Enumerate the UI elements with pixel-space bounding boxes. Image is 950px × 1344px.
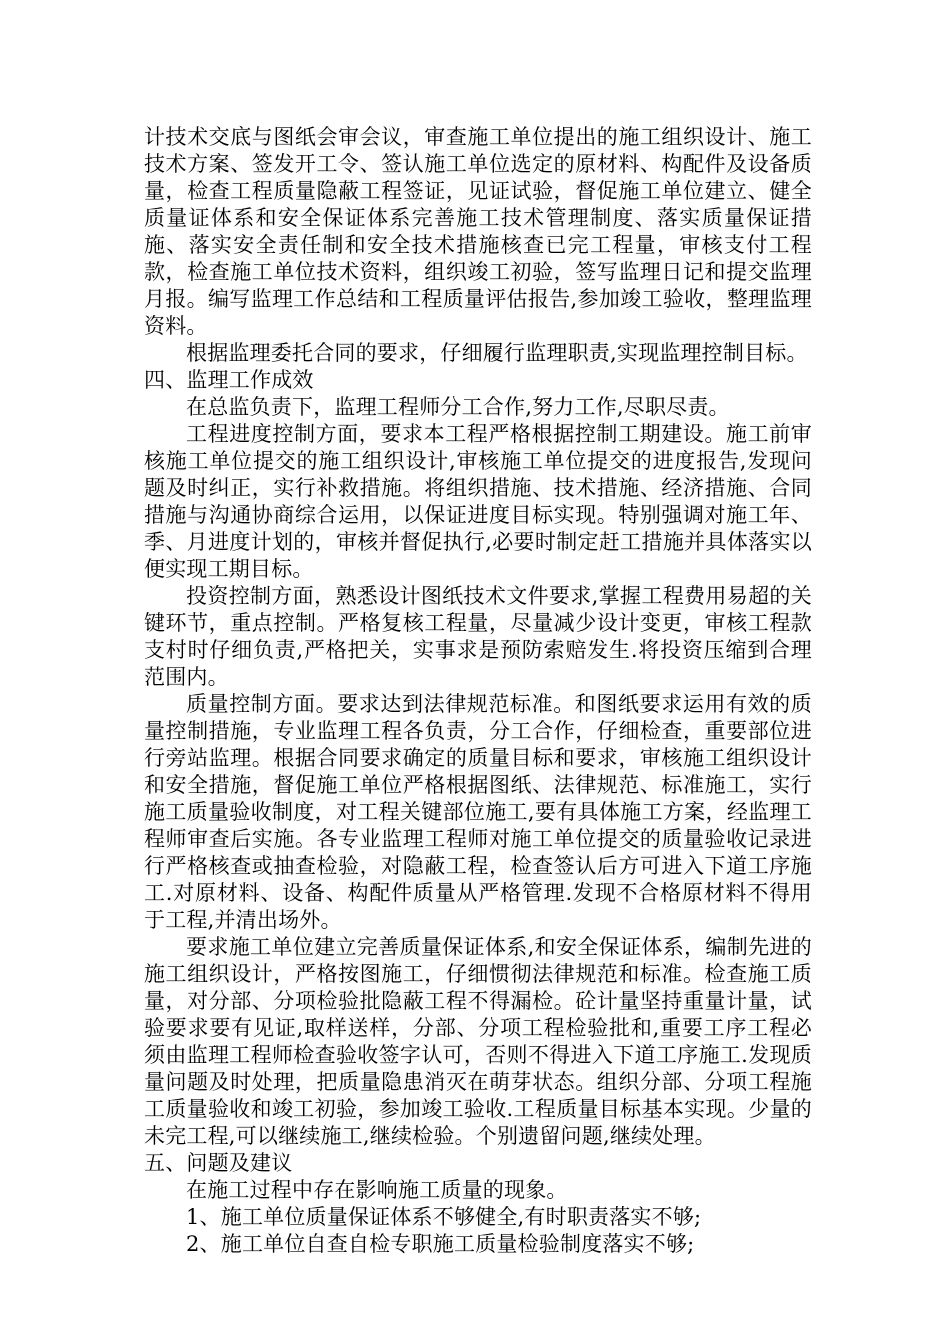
paragraph-investment-control: 投资控制方面，熟悉设计图纸技术文件要求,掌握工程费用易超的关键环节，重点控制。严格复核工程量，尽量减少设计变更，审核工程款支村时仔细负责,严格把关，实事求是预防索赔发生.将投资压缩到合理范围内。: [144, 584, 812, 689]
paragraph-intro-continuation: 计技术交底与图纸会审会议，审查施工单位提出的施工组织设计、施工技术方案、签发开工令、签认施工单位选定的原材料、构配件及设备质量，检查工程质量隐蔽工程签证，见证试验，督促施工单位建立、健全质量证体系和安全保证体系完善施工技术管理制度、落实质量保证措施、落实安全责任制和安全技术措施核查已完工程量，审核支付工程款，检查施工单位技术资料，组织竣工初验，签写监理日记和提交监理月报。编写监理工作总结和工程质量评估报告,参加竣工验收，整理监理资料。: [144, 125, 812, 338]
section-heading-4: 四、监理工作成效: [144, 368, 314, 392]
document-body: [144, 124, 812, 1258]
paragraph-issues-intro: 在施工过程中存在影响施工质量的现象。: [186, 1178, 568, 1202]
paragraph-teamwork: 在总监负责下，监理工程师分工合作,努力工作,尽职尽责。: [186, 395, 730, 419]
paragraph-schedule-control: 工程进度控制方面，要求本工程严格根据控制工期建设。施工前审核施工单位提交的施工组织设计,审核施工单位提交的进度报告,发现问题及时纠正，实行补救措施。将组织措施、技术措施、经济措施、合同措施与沟通协商综合运用，以保证进度目标实现。特别强调对施工年、季、月进度计划的，审核并督促执行,必要时制定赶工措施并具体落实以便实现工期目标。: [144, 422, 812, 581]
list-item-issue-2: 2、施工单位自查自检专职施工质量检验制度落实不够;: [186, 1232, 695, 1256]
section-heading-5: 五、问题及建议: [144, 1151, 293, 1175]
paragraph-quality-system: 要求施工单位建立完善质量保证体系,和安全保证体系，编制先进的施工组织设计，严格按图施工，仔细惯彻法律规范和标准。检查施工质量，对分部、分项检验批隐蔽工程不得漏检。砼计量坚持重量计量，试验要求要有见证,取样送样，分部、分项工程检验批和,重要工序工程必须由监理工程师检查验收签字认可，否则不得进入下道工序施工.发现质量问题及时处理，把质量隐患消灭在萌芽状态。组织分部、分项工程施工质量验收和竣工初验，参加竣工验收.工程质量目标基本实现。少量的未完工程,可以继续施工,继续检验。个别遗留问题,继续处理。: [144, 935, 812, 1148]
list-item-issue-1: 1、施工单位质量保证体系不够健全,有时职责落实不够;: [186, 1205, 702, 1229]
paragraph-contract-duty: 根据监理委托合同的要求，仔细履行监理职责,实现监理控制目标。: [186, 341, 808, 365]
paragraph-quality-control: 质量控制方面。要求达到法律规范标准。和图纸要求运用有效的质量控制措施，专业监理工程各负责，分工合作，仔细检查，重要部位进行旁站监理。根据合同要求确定的质量目标和要求，审核施工组织设计和安全措施，督促施工单位严格根据图纸、法律规范、标准施工，实行施工质量验收制度，对工程关键部位施工,要有具体施工方案，经监理工程师审查后实施。各专业监理工程师对施工单位提交的质量验收记录进行严格核查或抽查检验，对隐蔽工程，检查签认后方可进入下道工序施工.对原材料、设备、构配件质量从严格管理.发现不合格原材料不得用于工程,并清出场外。: [144, 692, 812, 932]
